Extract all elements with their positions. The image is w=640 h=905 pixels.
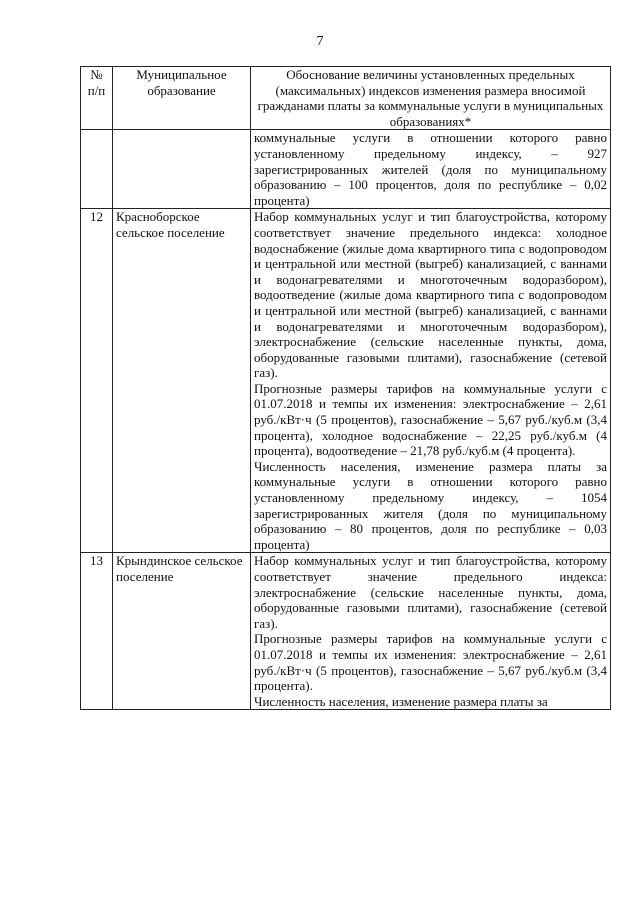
rationale-paragraph: Набор коммунальных услуг и тип благоустройства, которому соответствует значение предельного индекса: электроснабжение (сельские населенные пункты, дома, оборудованные газовыми плитами), газоснабжение (сетевой газ).	[254, 553, 607, 631]
rationale-paragraph: Численность населения, изменение размера платы за коммунальные услуги в отношении которого равно установленному предельному индексу, – 1054 зарегистрированных жителя (доля по муниципальному образованию – 80 процентов, доля по республике – 0,03 процента)	[254, 458, 607, 552]
header-municipality: Муниципальное образование	[113, 67, 251, 130]
rationale-paragraph: Численность населения, изменение размера платы за	[254, 693, 548, 709]
header-rationale: Обоснование величины установленных предельных (максимальных) индексов изменения размера вносимой гражданами платы за коммунальные услуги в муниципальных образованиях*	[251, 67, 611, 130]
page-number: 7	[316, 34, 324, 49]
row-municipality	[113, 130, 251, 209]
row-number	[81, 130, 113, 209]
row-municipality: Красноборское сельское поселение	[113, 209, 251, 553]
row-municipality: Крындинское сельское поселение	[113, 553, 251, 710]
table-row	[81, 209, 611, 553]
row-number: 13	[81, 553, 113, 710]
table-row	[81, 553, 611, 710]
table-header-row	[81, 67, 611, 130]
row-rationale	[251, 553, 611, 710]
rationale-paragraph: Набор коммунальных услуг и тип благоустройства, которому соответствует значение предельного индекса: холодное водоснабжение (жилые дома квартирного типа с водопроводом и центральной или местной (выгреб) канализацией, с ваннами и водонагревателями и многоточечным водоразбором), водоотведение (жилые дома квартирного типа с водопроводом и центральной или местной (выгреб) канализацией, с ваннами и водонагревателями и многоточечным водоразбором), электроснабжение (сельские населенные пункты, дома, оборудованные газовыми плитами), газоснабжение (сетевой газ).	[254, 209, 607, 381]
table-row-continuation	[81, 130, 611, 209]
row-rationale-text: коммунальные услуги в отношении которого равно установленному предельному индексу, – 927 зарегистрированных жителей (доля по муниципальному образованию – 100 процентов, доля по республике – 0,02 процента)	[251, 130, 611, 209]
index-rationale-table	[80, 66, 611, 710]
row-number: 12	[81, 209, 113, 553]
row-rationale	[251, 209, 611, 553]
header-number: № п/п	[81, 67, 113, 130]
rationale-paragraph: Прогнозные размеры тарифов на коммунальные услуги с 01.07.2018 и темпы их изменения: электроснабжение – 2,61 руб./кВт·ч (5 процентов), газоснабжение – 5,67 руб./куб.м (3,4 процента), холодное водоснабжение – 22,25 руб./куб.м (4 процента), водоотведение – 21,78 руб./куб.м (4 процента).	[254, 380, 607, 459]
rationale-paragraph: Прогнозные размеры тарифов на коммунальные услуги с 01.07.2018 и темпы их изменения: электроснабжение – 2,61 руб./кВт·ч (5 процентов), газоснабжение – 5,67 руб./куб.м (3,4 процента).	[254, 631, 607, 694]
